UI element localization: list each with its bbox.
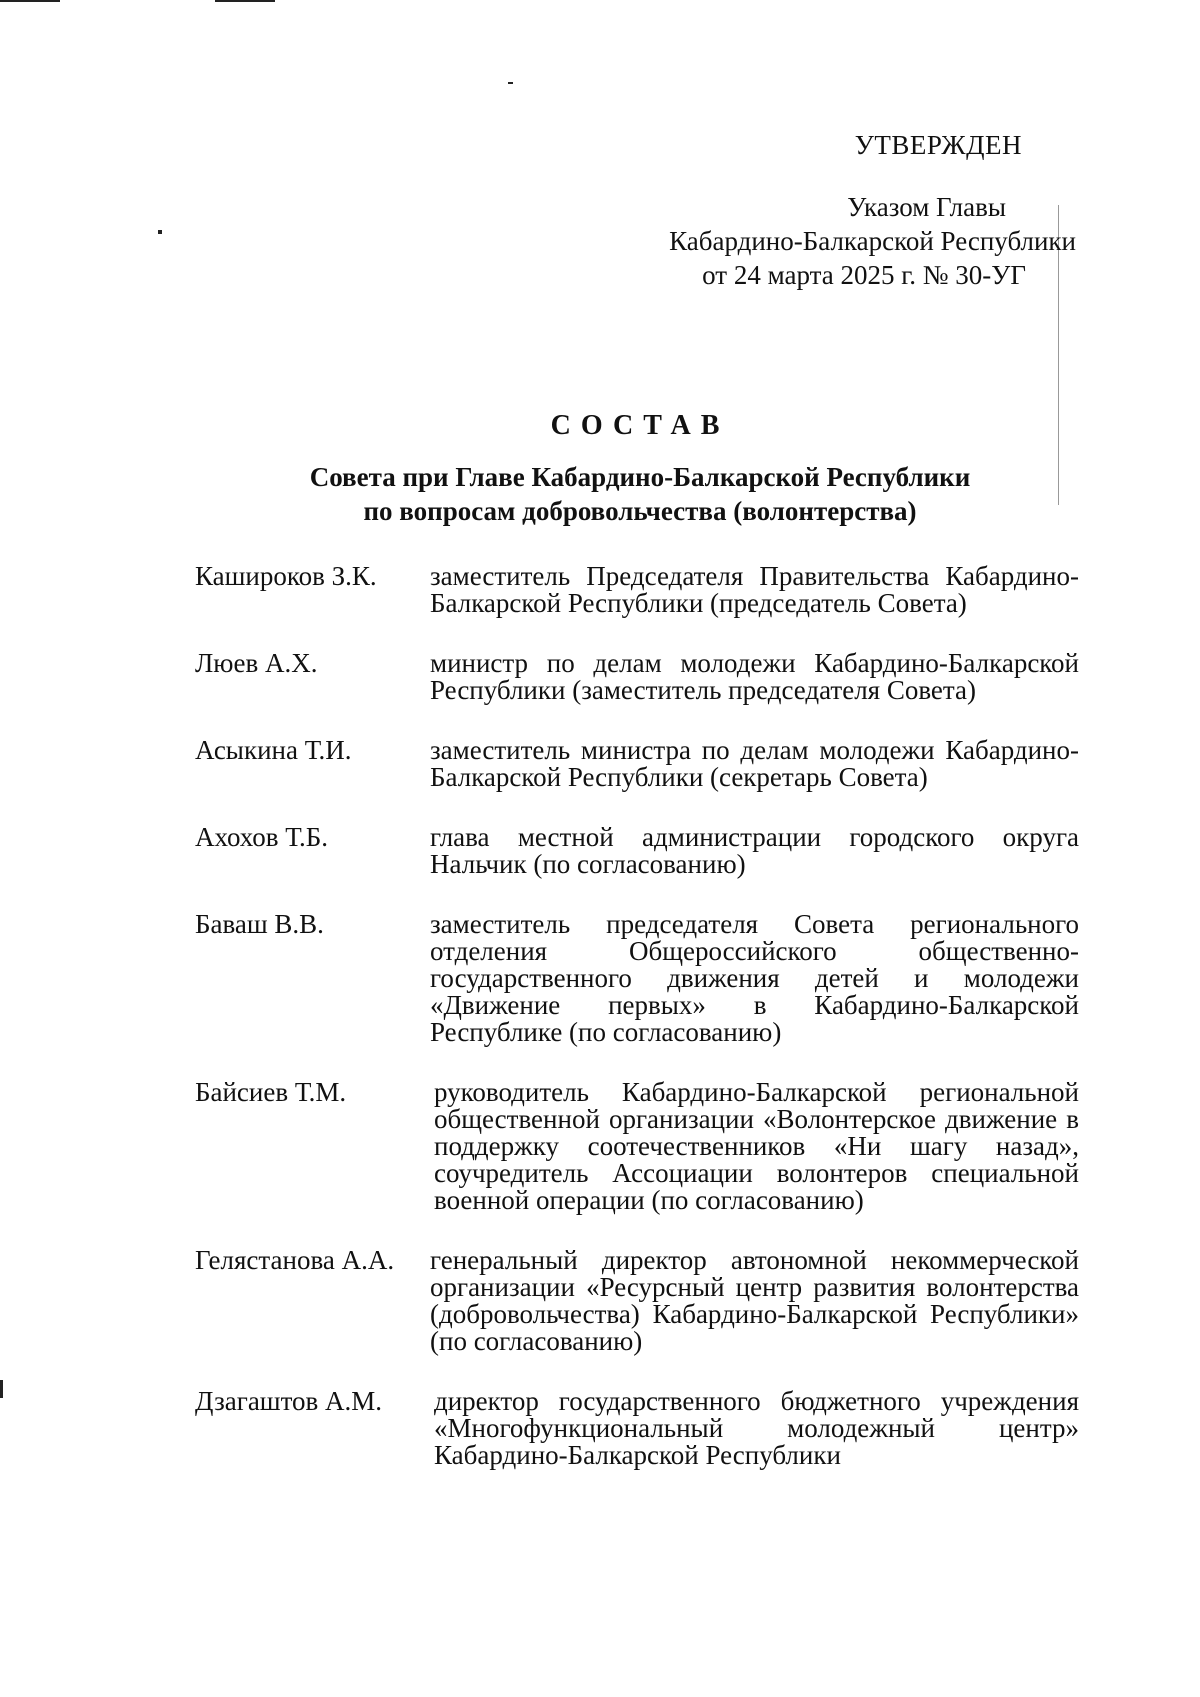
member-row	[195, 737, 1079, 791]
member-row	[195, 1079, 1079, 1214]
member-role: заместитель министра по делам молодежи Кабардино-Балкарской Республики (секретарь Совета)	[430, 735, 1079, 792]
member-role: генеральный директор автономной некоммерческой организации «Ресурсный центр развития волонтерства (добровольчества) Кабардино-Балкарской Республики» (по согласованию)	[430, 1245, 1079, 1356]
approval-block	[669, 128, 1076, 292]
member-name: Баваш В.В.	[195, 909, 324, 939]
member-name: Дзагаштов А.М.	[195, 1386, 383, 1416]
member-role: министр по делам молодежи Кабардино-Балкарской Республики (заместитель председателя Совета)	[430, 648, 1079, 705]
member-row	[195, 563, 1079, 617]
member-name: Асыкина Т.И.	[195, 735, 352, 765]
document-subtitle	[0, 460, 1200, 528]
scan-mark-left-edge	[0, 1380, 3, 1398]
approval-line-2: Кабардино-Балкарской Республики	[669, 226, 1076, 256]
approval-line-1: Указом Главы	[847, 192, 1006, 222]
members-list	[195, 563, 1079, 1502]
member-row	[195, 650, 1079, 704]
subtitle-line-2: по вопросам добровольчества (волонтерства)	[363, 496, 917, 526]
member-name: Байсиев Т.М.	[195, 1077, 347, 1107]
scan-mark-dot	[158, 230, 162, 234]
scan-mark-top-center	[215, 0, 275, 2]
member-row	[195, 911, 1079, 1046]
member-row	[195, 824, 1079, 878]
subtitle-line-1: Совета при Главе Кабардино-Балкарской Республики	[309, 462, 971, 492]
scan-mark-top-left	[0, 0, 60, 2]
scan-mark-dot	[508, 82, 513, 84]
member-name: Ахохов Т.Б.	[195, 822, 329, 852]
approval-stamp: УТВЕРЖДЕН	[854, 130, 1022, 160]
member-row	[195, 1247, 1079, 1355]
member-role: директор государственного бюджетного учреждения «Многофункциональный молодежный центр» Кабардино-Балкарской Республики	[434, 1386, 1079, 1470]
document-title: СОСТАВ	[550, 410, 730, 441]
approval-line-3: от 24 марта 2025 г. № 30-УГ	[702, 260, 1026, 290]
member-role: руководитель Кабардино-Балкарской региональной общественной организации «Волонтерское движение в поддержку соотечественников «Ни шагу назад», соучредитель Ассоциации волонтеров специальной военной операции (по согласованию)	[434, 1077, 1079, 1215]
member-role: глава местной администрации городского округа Нальчик (по согласованию)	[430, 822, 1079, 879]
member-name: Люев А.Х.	[195, 648, 318, 678]
member-name: Гелястанова А.А.	[195, 1245, 395, 1275]
member-name: Каширoков З.К.	[195, 561, 377, 591]
member-role: заместитель председателя Совета регионального отделения Общероссийского общественно-государственного движения детей и молодежи «Движение первых» в Кабардино-Балкарской Республике (по согласованию)	[430, 909, 1079, 1047]
member-role: заместитель Председателя Правительства Кабардино-Балкарской Республики (председатель Совета)	[430, 561, 1079, 618]
member-row	[195, 1388, 1079, 1469]
